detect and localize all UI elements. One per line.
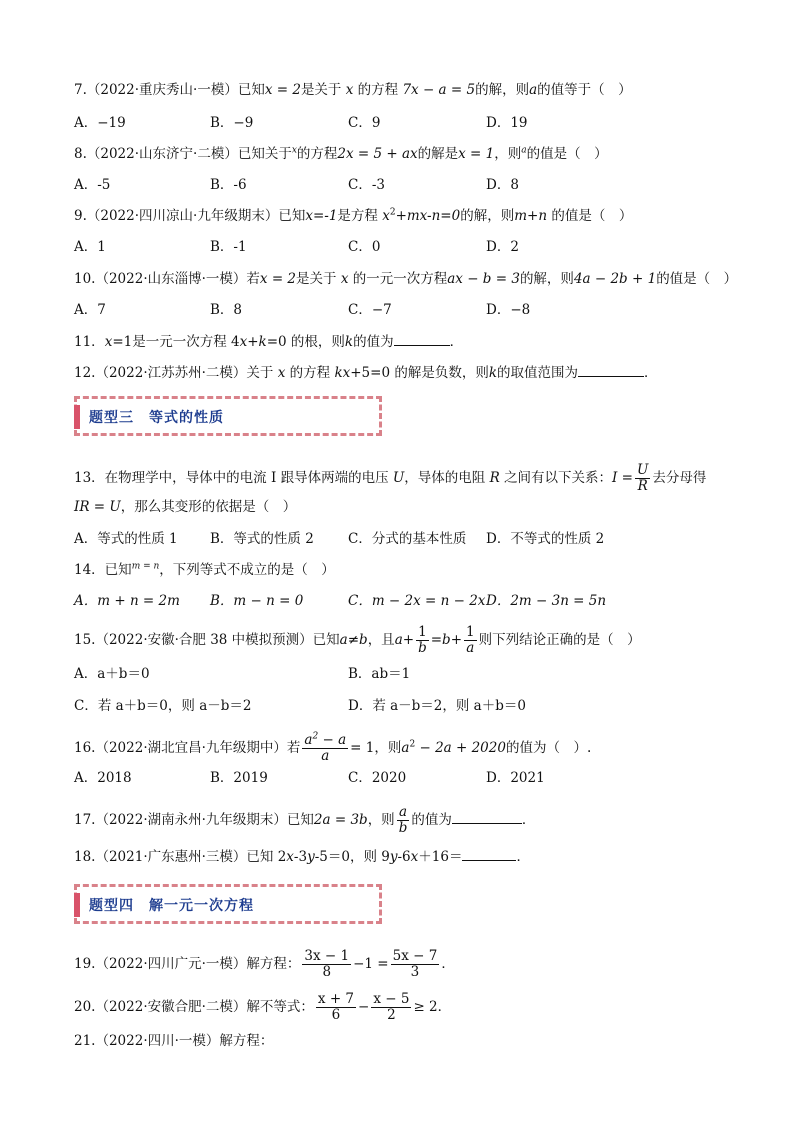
question-17: 17.（2022·湖南永州·九年级期末）已知2a = 3b，则 $\frac{a}{b}$ 的值为 ． [74, 804, 536, 836]
option-d[interactable]: D．2m − 3n = 5n [486, 593, 607, 609]
section-title: 题型四 解一元一次方程 [89, 898, 254, 914]
question-10: 10.（2022·山东淄博·一模）若x = 2是关于 x 的一元一次方程ax − b = 3的解，则4a − 2b + 1的值是（ ） [74, 271, 738, 287]
option-b[interactable]: B．-6 [210, 177, 247, 193]
fraction: $\frac{a}{b}$ [398, 804, 408, 836]
question-19: 19.（2022·四川广元·一模）解方程： $\frac{3x - 1}{8}$ −1 = $\frac{5x - 7}{3}$ ． [74, 948, 455, 980]
fraction: $\frac{x + 7}{6}$ [317, 991, 355, 1023]
header-accent-bar [74, 893, 80, 917]
option-b[interactable]: B．-1 [210, 239, 247, 255]
option-d[interactable]: D．不等式的性质 2 [486, 531, 605, 547]
question-13: 13．在物理学中，导体中的电流 I 跟导体两端的电压 U，导体的电阻 R 之间有以下关系：I = $\frac{U}{R}$ 去分母得 [74, 462, 707, 494]
question-13-cont: IR = U，那么其变形的依据是（ ） [74, 499, 297, 515]
option-d[interactable]: D．若 a－b＝2，则 a＋b＝0 [348, 698, 526, 714]
option-b[interactable]: B．2019 [210, 770, 268, 786]
option-c[interactable]: C．9 [348, 115, 381, 131]
option-d[interactable]: D．−8 [486, 302, 531, 318]
question-15: 15.（2022·安徽·合肥 38 中模拟预测）已知a≠b，且a+ $\frac{1}{b}$ =b+ $\frac{1}{a}$ 则下列结论正确的是（ ） [74, 624, 641, 656]
option-b[interactable]: B．8 [210, 302, 243, 318]
option-b[interactable]: B．ab＝1 [348, 666, 411, 682]
fraction: $\frac{U}{R}$ [636, 462, 649, 494]
question-9: 9.（2022·四川凉山·九年级期末）已知x=-1是方程 $x^2+mx-n=0$的解，则m+n 的值是（ ） [74, 207, 633, 224]
section-title: 题型三 等式的性质 [89, 410, 224, 426]
answer-blank[interactable] [578, 362, 644, 377]
option-a[interactable]: A．-5 [74, 177, 111, 193]
option-a[interactable]: A．等式的性质 1 [74, 531, 178, 547]
fraction: $\frac{a^2 - a}{a}$ [304, 731, 347, 764]
question-21: 21.（2022·四川·一模）解方程： [74, 1033, 274, 1049]
option-a[interactable]: A．−19 [74, 115, 126, 131]
fraction: $\frac{3x - 1}{8}$ [304, 948, 350, 980]
option-b[interactable]: B．等式的性质 2 [210, 531, 314, 547]
answer-blank[interactable] [452, 809, 522, 824]
section-header-3 [74, 396, 382, 436]
fraction: $\frac{x - 5}{2}$ [373, 991, 410, 1023]
question-14: 14．已知$^{m = n}$，下列等式不成立的是（ ） [74, 561, 335, 578]
option-c[interactable]: C．分式的基本性质 [348, 531, 467, 547]
answer-blank[interactable] [394, 331, 450, 346]
option-b[interactable]: B．m − n = 0 [210, 593, 304, 609]
question-7: 7.（2022·重庆秀山·一模）已知x = 2是关于 x 的方程 7x − a = 5的解，则a的值等于（ ） [74, 82, 632, 98]
question-16: 16.（2022·湖北宜昌·九年级期中）若 $\frac{a^2 - a}{a}$ = 1，则$a^2 - 2a + 2020$的值为（ ）. [74, 731, 592, 764]
option-c[interactable]: C．−7 [348, 302, 392, 318]
option-c[interactable]: C．若 a＋b＝0，则 a－b＝2 [74, 698, 252, 714]
header-accent-bar [74, 405, 80, 429]
option-a[interactable]: A．a＋b＝0 [74, 666, 150, 682]
option-a[interactable]: A．m + n = 2m [74, 593, 180, 609]
question-11: 11．x=1是一元一次方程 4x+k=0 的根，则k的值为 ． [74, 331, 463, 352]
option-d[interactable]: D．2021 [486, 770, 545, 786]
option-b[interactable]: B．−9 [210, 115, 254, 131]
fraction: $\frac{1}{a}$ [466, 624, 475, 656]
option-d[interactable]: D．19 [486, 115, 528, 131]
answer-blank[interactable] [462, 846, 516, 861]
question-12: 12.（2022·江苏苏州·二模）关于 x 的方程 kx+5=0 的解是负数，则k的取值范围为 ． [74, 362, 658, 383]
section-header-4 [74, 884, 382, 924]
question-8: 8.（2022·山东济宁·二模）已知关于$^x$的方程2x = 5 + ax的解是x = 1，则$^a$的值是（ ） [74, 145, 608, 162]
option-d[interactable]: D．2 [486, 239, 519, 255]
option-d[interactable]: D．8 [486, 177, 519, 193]
option-c[interactable]: C．m − 2x = n − 2x [348, 593, 486, 609]
option-c[interactable]: C．-3 [348, 177, 385, 193]
option-c[interactable]: C．2020 [348, 770, 407, 786]
option-a[interactable]: A．2018 [74, 770, 132, 786]
question-20: 20.（2022·安徽合肥·二模）解不等式： $\frac{x + 7}{6}$ − $\frac{x - 5}{2}$ ≥ 2． [74, 991, 452, 1023]
fraction: $\frac{1}{b}$ [418, 624, 427, 656]
option-c[interactable]: C．0 [348, 239, 381, 255]
question-18: 18.（2021·广东惠州·三模）已知 2x-3y-5＝0，则 9y-6x＋16＝ ． [74, 846, 530, 867]
option-a[interactable]: A．7 [74, 302, 106, 318]
fraction: $\frac{5x - 7}{3}$ [392, 948, 438, 980]
option-a[interactable]: A．1 [74, 239, 106, 255]
